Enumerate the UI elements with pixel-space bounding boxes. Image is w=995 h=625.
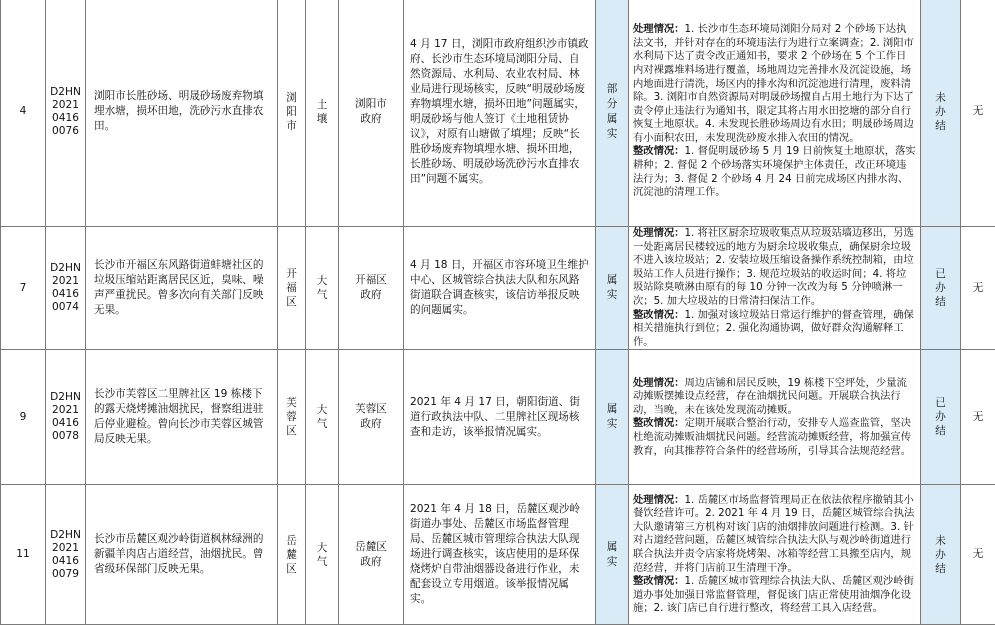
- case-code-line: D2HN: [46, 529, 85, 542]
- status-char: 未: [921, 534, 960, 548]
- district-cell: [278, 485, 306, 625]
- accountability-cell: 无: [961, 227, 995, 350]
- status-char: 办: [921, 410, 960, 424]
- district-char: 芙: [278, 396, 305, 410]
- agency-line: 政府: [339, 417, 403, 432]
- agency-line: 浏阳市: [339, 97, 403, 112]
- case-code-line: 2021: [46, 404, 85, 417]
- case-code: [46, 227, 86, 350]
- case-code-line: 2021: [46, 275, 85, 288]
- status-char: 结: [921, 562, 960, 576]
- agency-line: 政府: [339, 288, 403, 303]
- verification-text: 2021 年 4 月 18 日，岳麓区观沙岭街道办事处、岳麓区市场监督管理局、岳麓区城市管理综合执法大队现场进行调查核实，该店使用的是环保烧烤炉自带油烟器设备进行作业，未配套设立专用烟道。该举报情况属实。: [404, 485, 596, 625]
- complaint-description: 长沙市岳麓区观沙岭街道枫林绿洲的新疆羊肉店占道经营，油烟扰民。曾省级环保部门反映无果。: [86, 485, 278, 625]
- verification-result: [596, 485, 629, 625]
- process-label: 处理情况：: [633, 23, 684, 35]
- row-index: 11: [1, 485, 46, 625]
- status-char: 办: [921, 548, 960, 562]
- responsible-agency: [339, 485, 404, 625]
- row-index: 7: [1, 227, 46, 350]
- handling-cell: [629, 485, 921, 625]
- status-cell: [921, 0, 961, 227]
- case-code-line: 2021: [46, 542, 85, 555]
- agency-line: 政府: [339, 555, 403, 570]
- category-char: 壤: [306, 112, 338, 126]
- result-char: 属: [596, 273, 628, 288]
- accountability-cell: 无: [961, 0, 995, 227]
- district-char: 浏: [278, 91, 305, 105]
- district-char: 岳: [278, 534, 305, 548]
- case-code-line: D2HN: [46, 262, 85, 275]
- category-char: 气: [306, 555, 338, 569]
- table-row: [1, 0, 995, 227]
- result-char: 分: [596, 97, 628, 112]
- handling-cell: [629, 350, 921, 485]
- result-char: 属: [596, 540, 628, 555]
- result-char: 实: [596, 127, 628, 142]
- agency-line: 岳麓区: [339, 540, 403, 555]
- case-code-line: 0076: [46, 125, 85, 138]
- category-char: 大: [306, 541, 338, 555]
- rectify-text: 1. 督促明晟砂场 5 月 19 日前恢复土地原状，落实耕种；2. 督促 2 个砂场落实环境保护主体责任，改正环境违法行为；3. 督促 2 个砂场 4 月 24 日前完成场区内排水沟、沉淀池的清理工作。: [633, 145, 916, 198]
- process-label: 处理情况：: [633, 494, 684, 506]
- status-char: 已: [921, 396, 960, 410]
- district-cell: [278, 0, 306, 227]
- case-code-line: 0416: [46, 288, 85, 301]
- result-char: 实: [596, 288, 628, 303]
- table-row: [1, 485, 995, 625]
- case-code-line: D2HN: [46, 86, 85, 99]
- responsible-agency: [339, 227, 404, 350]
- table-row: [1, 227, 995, 350]
- responsible-agency: [339, 350, 404, 485]
- rectify-text: 1. 加强对该垃圾站日常运行维护的督查管理，确保相关措施执行到位；2. 强化沟通协调，做好群众沟通解释工作。: [633, 309, 914, 348]
- district-cell: [278, 350, 306, 485]
- process-text: 1. 将社区厨余垃圾收集点从垃圾站墙边移出，另选一处距离居民楼较远的地方为厨余垃圾收集点，确保厨余垃圾不进入该垃圾站；2. 安装垃圾压缩设备操作系统控制箱，由垃圾站工作人员进行操作；3. 规范垃圾站的收运时间；4. 将垃圾站除臭喷淋由原有的每 10 分钟一次改为每 5 分钟喷淋一次；5. 加大垃圾站的日常清扫保洁工作。: [633, 227, 914, 307]
- process-text: 1. 长沙市生态环境局浏阳分局对 2 个砂场下达执法文书，并针对存在的环境违法行为进行立案调查；2. 浏阳市水利局下达了责令改正通知书，要求 2 个砂场在 5 个工作日内对裸露堆料场进行覆盖，场地周边完善排水及沉淀设施，场内地面进行清洗，场区内的排水沟和沉淀池进行清理，废料清除。3. 浏阳市自然资源局对明晟砂场擅自占用土地行为下达了责令停止违法行为通知书，限定其将占用水田挖塘的部分自行恢复土地原状。4. 未发现长胜砂场周边有水田；明晟砂场周边有小面积农田，未发现洗砂废水排入农田的情况。: [633, 23, 914, 144]
- verification-text: 4 月 18 日，开福区市容环境卫生维护中心、区城管综合执法大队和东风路街道联合调查核实，该信访举报反映的问题属实。: [404, 227, 596, 350]
- district-char: 福: [278, 281, 305, 295]
- verification-text: 4 月 17 日，浏阳市政府组织沙市镇政府、长沙市生态环境局浏阳分局、自然资源局、水利局、农业农村局、林业局进行现场核实，反映“明晟砂场废弃物填埋水塘，损坏田地”问题属实，明晟砂场与他人签订《土地租赁协议》，对原有山塘做了填埋；反映“长胜砂场废弃物填埋水塘、损坏田地，长胜砂场、明晟砂场洗砂污水直排农田”问题不属实。: [404, 0, 596, 227]
- district-char: 区: [278, 295, 305, 309]
- row-index: 4: [1, 0, 46, 227]
- case-code: [46, 0, 86, 227]
- verification-result: [596, 350, 629, 485]
- case-code-line: 0074: [46, 301, 85, 314]
- status-cell: [921, 485, 961, 625]
- district-char: 蓉: [278, 410, 305, 424]
- category-cell: [306, 0, 339, 227]
- table-row: [1, 350, 995, 485]
- agency-line: 芙蓉区: [339, 402, 403, 417]
- category-cell: [306, 227, 339, 350]
- status-char: 已: [921, 267, 960, 281]
- category-char: 气: [306, 288, 338, 302]
- case-code: [46, 350, 86, 485]
- status-char: 结: [921, 295, 960, 309]
- agency-line: 开福区: [339, 273, 403, 288]
- agency-line: 政府: [339, 112, 403, 127]
- rectify-text: 定期开展联合整治行动，安排专人巡查监管，坚决杜绝流动摊贩油烟扰民问题。经营流动摊贩经营，将加强宣传教育，向其推荐符合条件的经营场所，引导其合法规范经营。: [633, 417, 911, 456]
- accountability-cell: 无: [961, 350, 995, 485]
- district-char: 开: [278, 267, 305, 281]
- complaint-description: 浏阳市长胜砂场、明晟砂场废弃物填埋水塘，损坏田地，洗砂污水直排农田。: [86, 0, 278, 227]
- complaint-description: 长沙市开福区东风路街道蚌塘社区的垃圾压缩站距离居民区近，臭味、噪声严重扰民。曾多次向有关部门反映无果。: [86, 227, 278, 350]
- rectify-label: 整改情况：: [633, 309, 684, 321]
- category-char: 气: [306, 417, 338, 431]
- process-text: 1. 岳麓区市场监督管理局正在依法依程序撤销其小餐饮经营许可。2. 2021 年 4 月 19 日，岳麓区城管综合执法大队邀请第三方机构对该门店的油烟排放问题进行检测。3. 针对占道经营问题，岳麓区城管综合执法大队与观沙岭街道进行联合执法并责令店家将烧烤架、冰箱等经营工具搬至店内，规范经营，并将门店前卫生清理干净。: [633, 494, 914, 574]
- case-code-line: 0416: [46, 555, 85, 568]
- category-cell: [306, 485, 339, 625]
- result-char: 属: [596, 402, 628, 417]
- responsible-agency: [339, 0, 404, 227]
- rectify-label: 整改情况：: [633, 575, 684, 587]
- case-code-line: 2021: [46, 99, 85, 112]
- district-char: 市: [278, 119, 305, 133]
- result-char: 属: [596, 112, 628, 127]
- accountability-cell: 无: [961, 485, 995, 625]
- rectify-label: 整改情况：: [633, 417, 684, 429]
- complaint-description: 长沙市芙蓉区二里牌社区 19 栋楼下的露天烧烤摊油烟扰民，督察组进驻后停业避检。曾向长沙市芙蓉区城管局反映无果。: [86, 350, 278, 485]
- result-char: 实: [596, 417, 628, 432]
- process-label: 处理情况：: [633, 227, 684, 239]
- rectify-label: 整改情况：: [633, 145, 684, 157]
- category-char: 大: [306, 403, 338, 417]
- case-code: [46, 485, 86, 625]
- status-char: 结: [921, 119, 960, 133]
- result-char: 部: [596, 82, 628, 97]
- handling-cell: [629, 0, 921, 227]
- category-char: 土: [306, 98, 338, 112]
- status-cell: [921, 350, 961, 485]
- district-char: 区: [278, 562, 305, 576]
- category-char: 大: [306, 274, 338, 288]
- case-code-line: 0078: [46, 430, 85, 443]
- process-label: 处理情况：: [633, 377, 684, 389]
- district-cell: [278, 227, 306, 350]
- status-char: 办: [921, 281, 960, 295]
- verification-result: [596, 0, 629, 227]
- case-code-line: 0416: [46, 417, 85, 430]
- district-char: 麓: [278, 548, 305, 562]
- result-char: 实: [596, 555, 628, 570]
- case-code-line: D2HN: [46, 391, 85, 404]
- row-index: 9: [1, 350, 46, 485]
- verification-text: 2021 年 4 月 17 日，朝阳街道、街道行政执法中队、二里牌社区现场核查和走访，该举报情况属实。: [404, 350, 596, 485]
- verification-result: [596, 227, 629, 350]
- case-code-line: 0079: [46, 568, 85, 581]
- case-code-line: 0416: [46, 112, 85, 125]
- district-char: 阳: [278, 105, 305, 119]
- status-char: 未: [921, 91, 960, 105]
- rectify-text: 1. 岳麓区城市管理综合执法大队、岳麓区观沙岭街道办事处加强日常监督管理，督促该门店正常使用油烟净化设施；2. 该门店已自行进行整改，将经营工具入店经营。: [633, 575, 914, 614]
- category-cell: [306, 350, 339, 485]
- district-char: 区: [278, 424, 305, 438]
- process-text: 周边店铺和居民反映，19 栋楼下空坪处，少量流动摊贩摆摊设点经营，存在油烟扰民问题。开展联合执法行动，当晚，未在该处发现流动摊贩。: [633, 377, 907, 416]
- status-char: 办: [921, 105, 960, 119]
- handling-cell: [629, 227, 921, 350]
- status-cell: [921, 227, 961, 350]
- status-char: 结: [921, 424, 960, 438]
